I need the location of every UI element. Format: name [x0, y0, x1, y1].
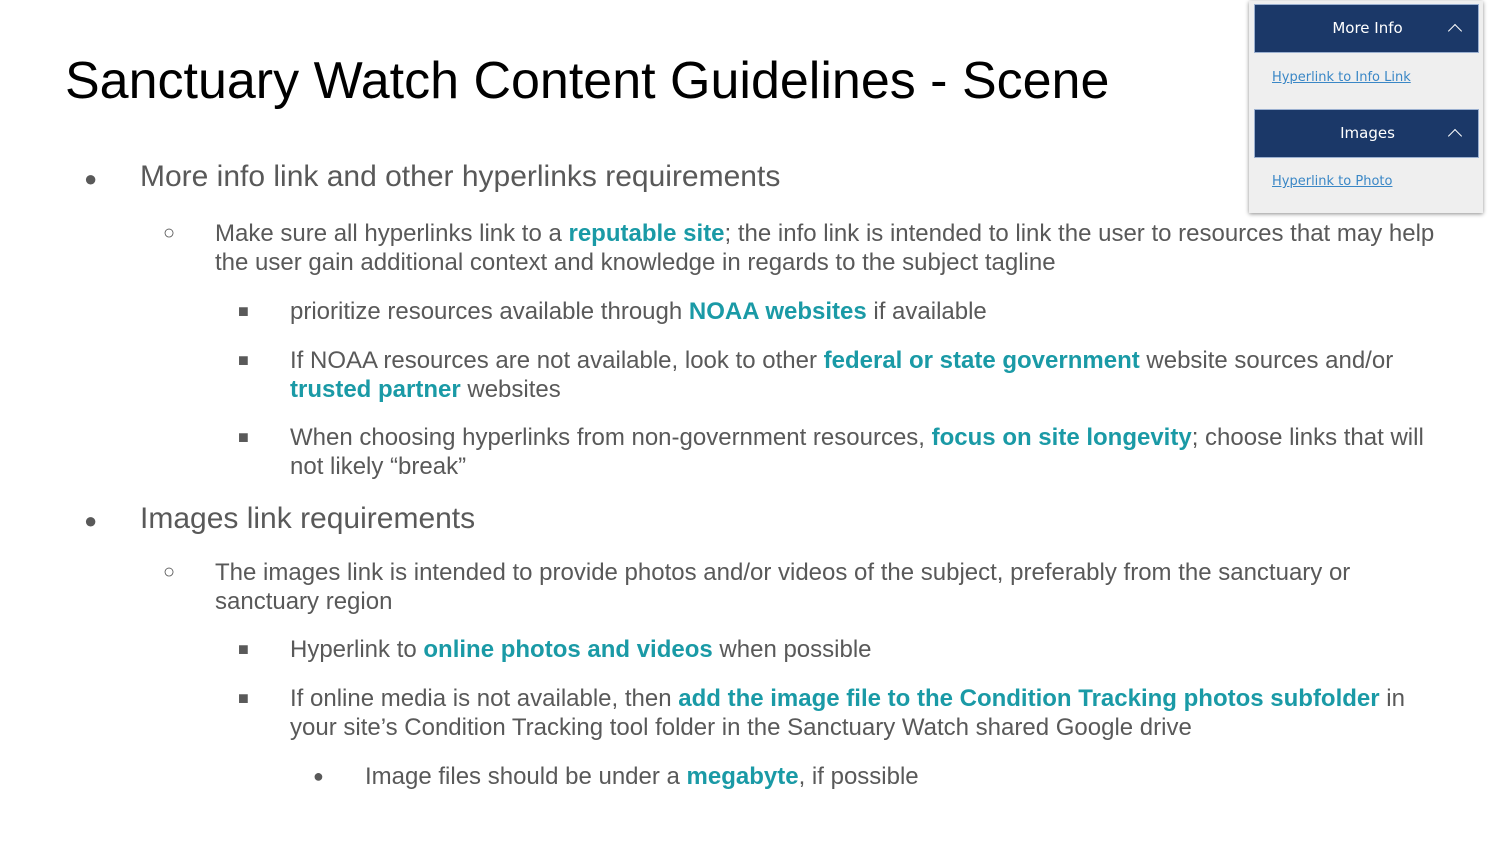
highlight-reputable-site: reputable site	[568, 220, 725, 247]
slide-title: Sanctuary Watch Content Guidelines - Scene	[65, 52, 1110, 110]
images-label: Images	[1340, 124, 1395, 142]
text: Hyperlink to	[290, 636, 424, 663]
images-header[interactable]	[1254, 109, 1479, 158]
text: When choosing hyperlinks from non-government resources,	[290, 424, 932, 451]
highlight-trusted-partner: trusted partner	[290, 376, 461, 403]
text: websites	[460, 376, 561, 403]
bullet-square: ■	[238, 639, 249, 659]
text: , if possible	[798, 763, 919, 790]
text: ; choose links that will not likely “break”	[290, 424, 1424, 480]
heading-more-info: More info link and other hyperlinks requirements	[140, 160, 781, 193]
bullet-disc: ●	[84, 166, 98, 191]
text-site-longevity	[290, 423, 1440, 481]
text: If NOAA resources are not available, look to other	[290, 347, 824, 374]
photo-link[interactable]: Hyperlink to Photo	[1272, 174, 1393, 189]
bullet-disc: ●	[84, 508, 98, 533]
text: when possible	[712, 636, 872, 663]
text: if available	[866, 298, 987, 325]
bullet-square: ■	[238, 688, 249, 708]
text-reputable-site	[215, 219, 1445, 277]
highlight-image-file: add the image file to the Condition Tracking photos subfolder	[678, 685, 1380, 712]
bullet-square: ■	[238, 301, 249, 321]
text-image-file	[290, 684, 1440, 742]
text: website sources and/or	[1139, 347, 1394, 374]
text-images-intent: The images link is intended to provide photos and/or videos of the subject, preferably from the sanctuary or sanctuary region	[215, 559, 1351, 615]
info-panel	[1249, 1, 1483, 213]
highlight-noaa-websites: NOAA websites	[688, 298, 867, 325]
bullet-square: ■	[238, 350, 249, 370]
text-online-photos	[290, 635, 1440, 664]
highlight-federal-state: federal or state government	[823, 347, 1140, 374]
text: Make sure all hyperlinks link to a	[215, 220, 569, 247]
more-info-header[interactable]	[1254, 4, 1479, 53]
bullet-circle: ○	[163, 222, 176, 244]
bullet-square: ■	[238, 427, 249, 447]
text-megabyte	[365, 762, 1445, 791]
bullet-disc: ●	[313, 766, 324, 786]
text: If online media is not available, then	[290, 685, 679, 712]
highlight-megabyte: megabyte	[686, 763, 799, 790]
text: in your site’s Condition Tracking tool folder in the Sanctuary Watch shared Google drive	[290, 685, 1405, 741]
highlight-site-longevity: focus on site longevity	[931, 424, 1192, 451]
text-federal-state	[290, 346, 1450, 404]
heading-images: Images link requirements	[140, 502, 476, 535]
bullet-circle: ○	[163, 561, 176, 583]
text: prioritize resources available through	[290, 298, 689, 325]
text: Image files should be under a	[365, 763, 687, 790]
text-noaa-websites	[290, 297, 1440, 326]
more-info-label: More Info	[1332, 19, 1403, 37]
text: ; the info link is intended to link the user to resources that may help the user gain additional context and knowledge in regards to the subject tagline	[215, 220, 1435, 276]
highlight-online-photos: online photos and videos	[423, 636, 713, 663]
info-link[interactable]: Hyperlink to Info Link	[1272, 70, 1411, 85]
